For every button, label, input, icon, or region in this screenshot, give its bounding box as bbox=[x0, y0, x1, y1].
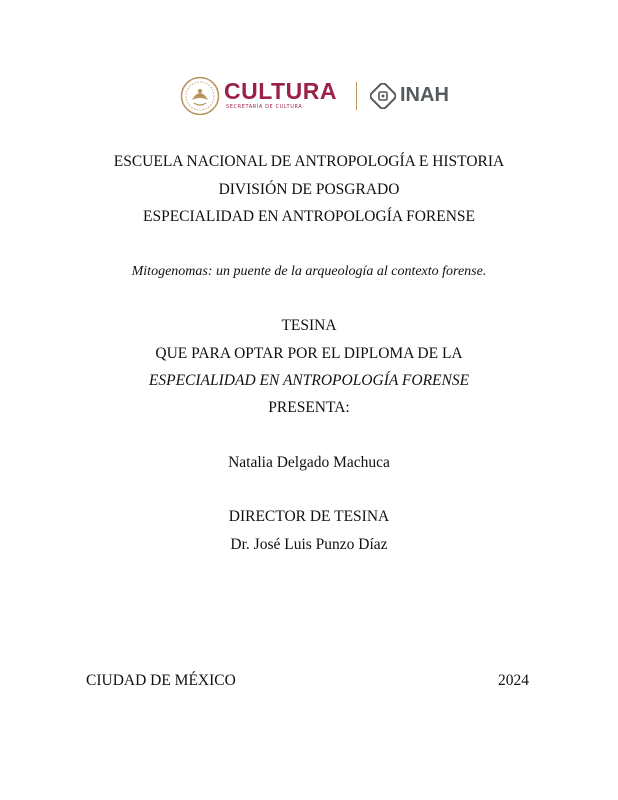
division-name: DIVISIÓN DE POSGRADO bbox=[218, 181, 400, 198]
program-name: ESPECIALIDAD EN ANTROPOLOGÍA FORENSE bbox=[148, 372, 470, 389]
coat-of-arms-icon bbox=[180, 76, 220, 116]
thesis-title: Mitogenomas: un puente de la arqueología al contexto forense. bbox=[131, 264, 487, 279]
logo-divider bbox=[356, 82, 357, 110]
header-logos bbox=[180, 74, 460, 118]
specialty-name: ESPECIALIDAD EN ANTROPOLOGÍA FORENSE bbox=[143, 208, 475, 225]
city: CIUDAD DE MÉXICO bbox=[86, 672, 236, 689]
document-type: TESINA bbox=[281, 317, 337, 334]
presents-label: PRESENTA: bbox=[268, 399, 350, 416]
inah-logo-text: INAH bbox=[400, 84, 449, 106]
cultura-logo-text: CULTURA bbox=[224, 78, 337, 104]
inah-glyph-icon bbox=[370, 83, 396, 109]
cultura-logo-subtitle: SECRETARÍA DE CULTURA bbox=[226, 104, 303, 110]
school-name: ESCUELA NACIONAL DE ANTROPOLOGÍA E HISTORIA bbox=[113, 153, 505, 170]
degree-line: QUE PARA OPTAR POR EL DIPLOMA DE LA bbox=[155, 345, 463, 362]
year: 2024 bbox=[498, 672, 529, 689]
director-name: Dr. José Luis Punzo Díaz bbox=[230, 536, 388, 553]
director-label: DIRECTOR DE TESINA bbox=[228, 508, 390, 525]
author-name: Natalia Delgado Machuca bbox=[228, 454, 390, 471]
